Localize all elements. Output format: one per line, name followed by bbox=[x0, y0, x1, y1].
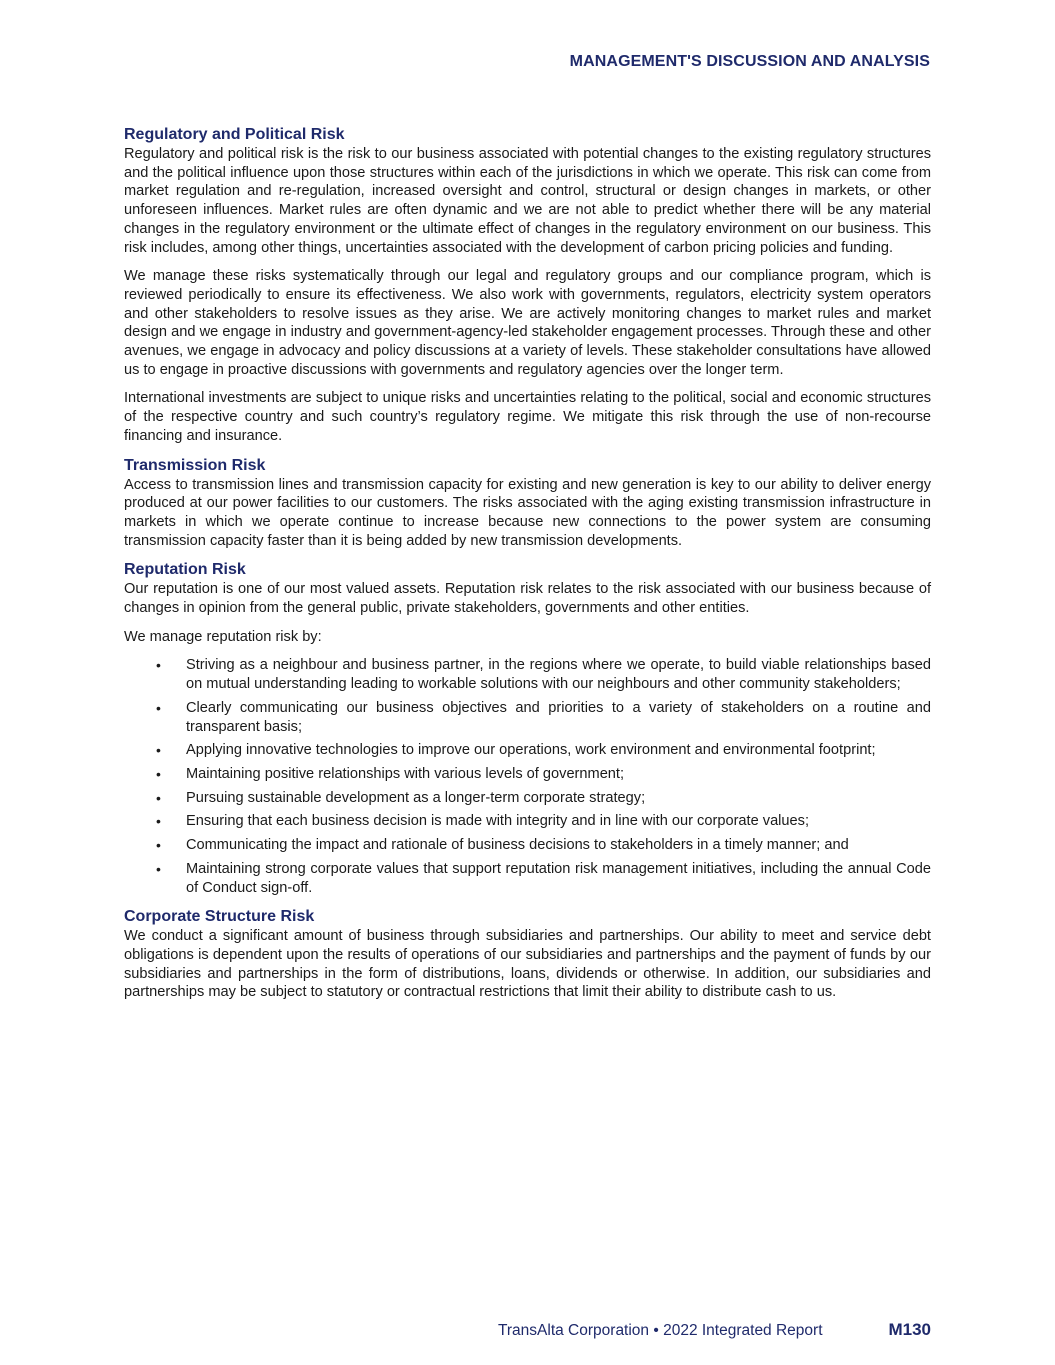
list-item bbox=[124, 789, 931, 808]
bullet-list bbox=[124, 656, 931, 897]
bullet-icon: • bbox=[156, 813, 161, 830]
paragraph: Our reputation is one of our most valued assets. Reputation risk relates to the risk associated with our business because of changes in opinion from the general public, private stakeholders, governments and other entities. bbox=[124, 581, 931, 617]
list-item bbox=[124, 812, 931, 831]
paragraph: Regulatory and political risk is the risk to our business associated with potential changes to the existing regulatory structures and the political influence upon those structures within each of the jurisdictions in which we operate. This risk can come from market regulation and re-regulation, increased oversight and control, structural or design changes in markets, or other unforeseen influences. Market rules are often dynamic and we are not able to predict whether there will be any material changes in the regulatory environment or the ultimate effect of changes in the regulatory environment on our business. This risk includes, among other things, uncertainties associated with the development of carbon pricing policies and funding. bbox=[124, 146, 931, 256]
section-heading: Regulatory and Political Risk bbox=[124, 126, 345, 143]
section-heading: Transmission Risk bbox=[124, 456, 266, 474]
section-corporate-structure-risk bbox=[124, 907, 931, 1002]
section-heading: Reputation Risk bbox=[124, 561, 246, 579]
list-item bbox=[124, 765, 931, 784]
bullet-icon: • bbox=[156, 765, 161, 782]
bullet-icon: • bbox=[156, 699, 161, 716]
section-heading: Corporate Structure Risk bbox=[124, 908, 315, 926]
list-item-text: Clearly communicating our business objectives and priorities to a variety of stakeholders on a routine and transparent basis; bbox=[186, 699, 931, 735]
footer-report-title: TransAlta Corporation • 2022 Integrated Report bbox=[498, 1322, 823, 1339]
bullet-icon: • bbox=[156, 860, 161, 877]
list-item bbox=[124, 656, 931, 693]
paragraph: We conduct a significant amount of business through subsidiaries and partnerships. Our ability to meet and service debt obligations is dependent upon the results of operations of our subsidiaries and partnerships and the payment of funds by our subsidiaries and partnerships in the form of distributions, loans, dividends or otherwise. In addition, our subsidiaries and partnerships may be subject to statutory or contractual restrictions that limit their ability to distribute cash to us. bbox=[124, 928, 931, 1001]
list-item bbox=[124, 699, 931, 736]
list-item-text: Applying innovative technologies to improve our operations, work environment and environmental footprint; bbox=[186, 742, 876, 759]
page-header-title: MANAGEMENT'S DISCUSSION AND ANALYSIS bbox=[569, 53, 930, 70]
list-item-text: Maintaining positive relationships with various levels of government; bbox=[186, 765, 625, 782]
paragraph: Access to transmission lines and transmission capacity for existing and new generation is key to our ability to deliver energy produced at our power facilities to our customers. The risks associated with the aging existing transmission infrastructure in markets in which we operate continue to increase because new connections to the power system are consuming transmission capacity faster than it is being added by new transmission developments. bbox=[124, 476, 931, 549]
list-item-text: Pursuing sustainable development as a longer-term corporate strategy; bbox=[186, 789, 646, 806]
bullet-icon: • bbox=[156, 657, 161, 674]
list-item bbox=[124, 741, 931, 760]
list-item bbox=[124, 860, 931, 897]
paragraph: We manage these risks systematically through our legal and regulatory groups and our compliance program, which is reviewed periodically to ensure its effectiveness. We also work with governments, regulators, electricity system operators and other stakeholders to resolve issues as they arise. We are actively monitoring changes to market rules and market design and we engage in industry and government-agency-led stakeholder engagement processes. Through these and other avenues, we engage in advocacy and policy discussions at a variety of levels. These stakeholder consultations have allowed us to engage in proactive discussions with governments and regulatory agencies over the longer term. bbox=[124, 268, 931, 378]
section-regulatory-political-risk bbox=[124, 125, 931, 446]
section-transmission-risk bbox=[124, 456, 931, 551]
document-body bbox=[124, 125, 931, 1012]
paragraph: International investments are subject to unique risks and uncertainties relating to the political, social and economic structures of the respective country and such country’s regulatory regime. We mitigate this risk through the use of non-recourse financing and insurance. bbox=[124, 390, 931, 444]
list-item-text: Maintaining strong corporate values that support reputation risk management initiatives, including the annual Code of Conduct sign-off. bbox=[186, 860, 931, 896]
list-item-text: Communicating the impact and rationale of business decisions to stakeholders in a timely manner; and bbox=[186, 837, 849, 854]
section-reputation-risk bbox=[124, 560, 931, 897]
list-item-text: Striving as a neighbour and business partner, in the regions where we operate, to build viable relationships based on mutual understanding leading to workable solutions with our neighbours and other community stakeholders; bbox=[186, 657, 931, 693]
bullet-icon: • bbox=[156, 742, 161, 759]
page-number: M130 bbox=[888, 1320, 931, 1339]
bullet-icon: • bbox=[156, 789, 161, 806]
bullet-icon: • bbox=[156, 837, 161, 854]
paragraph: We manage reputation risk by: bbox=[124, 628, 322, 645]
list-item-text: Ensuring that each business decision is made with integrity and in line with our corporate values; bbox=[186, 813, 810, 830]
list-item bbox=[124, 836, 931, 855]
